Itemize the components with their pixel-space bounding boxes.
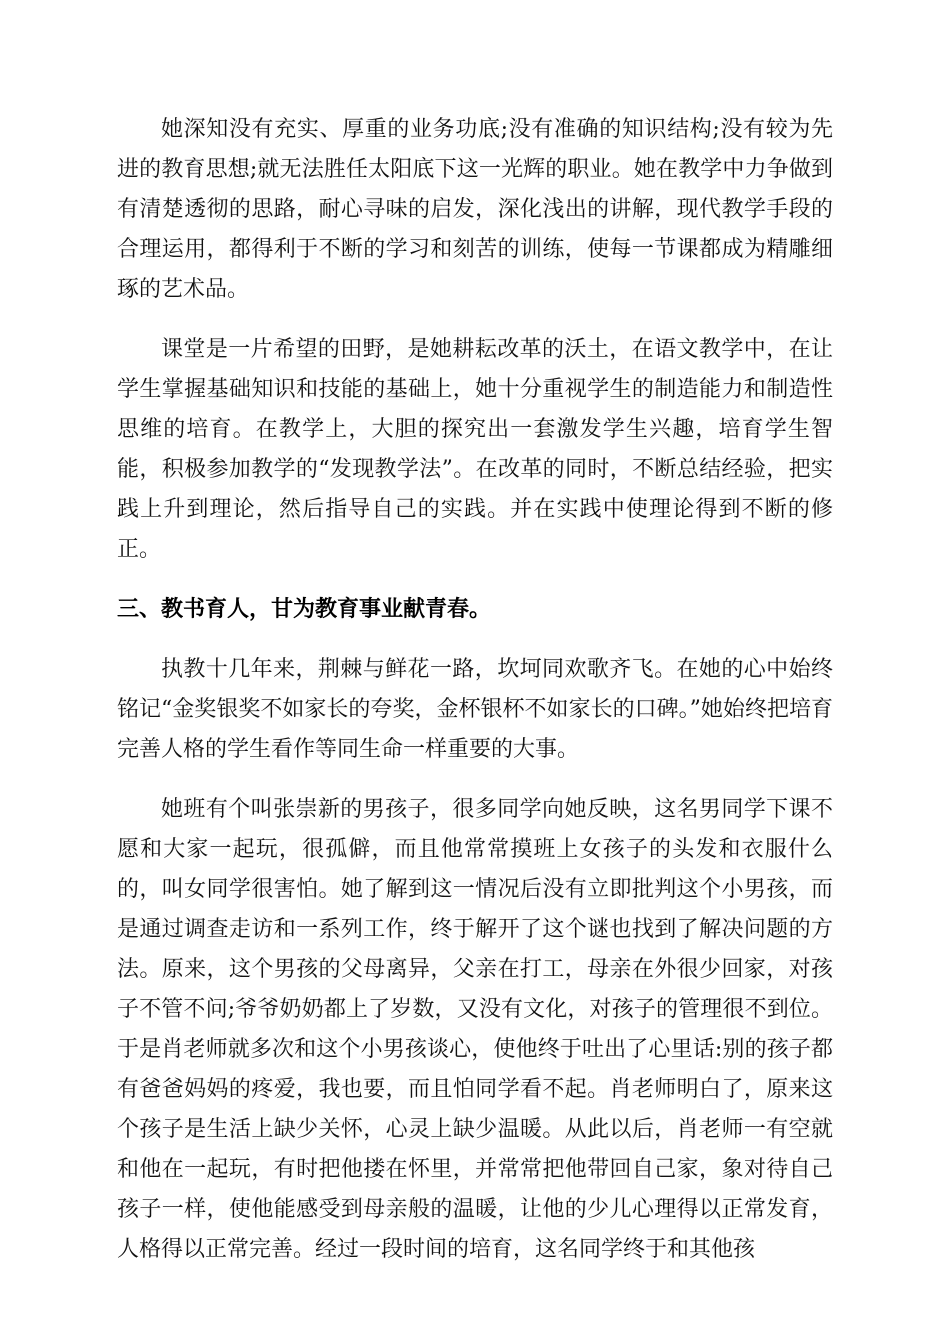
section-heading: 三、教书育人，甘为教育事业献青春。 [117,597,492,622]
paragraph-1: 她深知没有充实、厚重的业务功底;没有准确的知识结构;没有较为先进的教育思想;就无法胜任太阳底下这一光辉的职业。她在教学中力争做到有清楚透彻的思路，耐心寻味的启发，深化浅出的讲解，现代教学手段的合理运用，都得利于不断的学习和刻苦的训练，使每一节课都成为精雕细琢的艺术品。 [117,117,833,302]
paragraph-3: 执教十几年来，荆棘与鲜花一路，坎坷同欢歌齐飞。在她的心中始终铭记“金奖银奖不如家长的夸奖，金杯银杯不如家长的口碑。”她始终把培育完善人格的学生看作等同生命一样重要的大事。 [117,657,833,762]
paragraph-4: 她班有个叫张崇新的男孩子，很多同学向她反映，这名男同学下课不愿和大家一起玩，很孤僻，而且他常常摸班上女孩子的头发和衣服什么的，叫女同学很害怕。她了解到这一情况后没有立即批判这个小男孩，而是通过调查走访和一系列工作，终于解开了这个谜也找到了解决问题的方法。原来，这个男孩的父母离异，父亲在打工，母亲在外很少回家，对孩子不管不问;爷爷奶奶都上了岁数，又没有文化，对孩子的管理很不到位。于是肖老师就多次和这个小男孩谈心，使他终于吐出了心里话:别的孩子都有爸爸妈妈的疼爱，我也要，而且怕同学看不起。肖老师明白了，原来这个孩子是生活上缺少关怀，心灵上缺少温暖。从此以后，肖老师一有空就和他在一起玩，有时把他搂在怀里，并常常把他带回自己家，象对待自己孩子一样，使他能感受到母亲般的温暖，让他的少儿心理得以正常发育，人格得以正常完善。经过一段时间的培育，这名同学终于和其他孩 [117,797,833,1262]
paragraph-2: 课堂是一片希望的田野，是她耕耘改革的沃土，在语文教学中，在让学生掌握基础知识和技能的基础上，她十分重视学生的制造能力和制造性思维的培育。在教学上，大胆的探究出一套激发学生兴趣，培育学生智能，积极参加教学的“发现教学法”。在改革的同时，不断总结经验，把实践上升到理论，然后指导自己的实践。并在实践中使理论得到不断的修正。 [117,337,833,562]
document-body [117,110,833,1290]
